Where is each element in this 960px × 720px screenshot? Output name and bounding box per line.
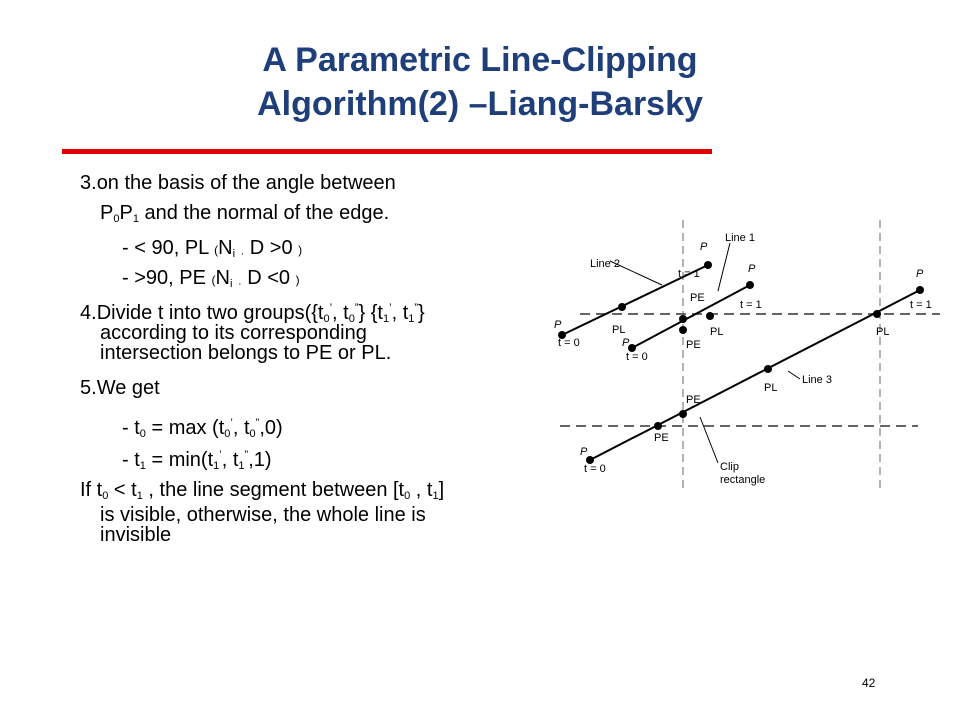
t0-label: t = 0 bbox=[626, 351, 648, 363]
p0-label: P bbox=[554, 319, 562, 331]
point-number: 4. bbox=[80, 302, 97, 324]
t0-label: t = 0 bbox=[558, 337, 580, 349]
conclusion-line-3: invisible bbox=[100, 524, 172, 546]
point bbox=[679, 326, 687, 334]
point-4-cont-1: according to its corresponding bbox=[100, 322, 367, 344]
clip-arrow bbox=[700, 417, 718, 463]
t0-label: t = 0 bbox=[584, 463, 606, 475]
point bbox=[618, 303, 626, 311]
point bbox=[746, 281, 754, 289]
point bbox=[873, 310, 881, 318]
line-3-label: Line 3 bbox=[802, 374, 832, 386]
p1-label: P bbox=[916, 268, 924, 280]
point-number: 3. bbox=[80, 172, 97, 194]
point-4-cont-2: intersection belongs to PE or PL. bbox=[100, 342, 392, 364]
intersection-points bbox=[558, 261, 924, 464]
pl-label: PL bbox=[764, 382, 778, 394]
bullet-text: >90, PE bbox=[134, 267, 206, 289]
pe-label: PE bbox=[686, 339, 701, 351]
pl-label: PL bbox=[710, 326, 724, 338]
title-underline bbox=[62, 149, 712, 154]
t1-label: t = 1 bbox=[910, 299, 932, 311]
point-5 bbox=[80, 377, 160, 399]
point-3 bbox=[80, 172, 396, 194]
point bbox=[704, 261, 712, 269]
p0-label: P bbox=[580, 446, 588, 458]
point bbox=[916, 286, 924, 294]
conclusion-line-1: If t0 < t1 , the line segment between [t0 , t1] bbox=[80, 479, 445, 502]
point-3-cont: P0P1 and the normal of the edge. bbox=[100, 202, 390, 225]
bullet-pl: - < 90, PL (Ni · D >0 ) bbox=[122, 237, 303, 260]
title-line-2: Algorithm(2) –Liang-Barsky bbox=[257, 85, 703, 123]
conclusion-line-2: is visible, otherwise, the whole line is bbox=[100, 504, 426, 526]
line-1-label: Line 1 bbox=[725, 232, 755, 244]
point bbox=[679, 410, 687, 418]
line-1-arrow bbox=[718, 243, 730, 291]
line-3-arrow bbox=[788, 371, 800, 379]
p1-label: P bbox=[700, 241, 708, 253]
point-4: 4.Divide t into two groups({t0’, t0”} {t1’, t1”} bbox=[80, 302, 425, 325]
pl-label: PL bbox=[876, 326, 890, 338]
t1-label: t = 1 bbox=[678, 268, 700, 280]
point-text: We get bbox=[96, 377, 160, 399]
point bbox=[679, 315, 687, 323]
t1-label: t = 1 bbox=[740, 299, 762, 311]
rectangle-label: rectangle bbox=[720, 474, 766, 486]
pe-label: PE bbox=[654, 432, 669, 444]
point-text: Divide t into two groups({t bbox=[96, 302, 324, 324]
clipping-diagram bbox=[550, 215, 940, 490]
point-number: 5. bbox=[80, 377, 97, 399]
point bbox=[706, 312, 714, 320]
bullet-t0: - t0 = max (t0’, t0”,0) bbox=[122, 417, 283, 440]
pe-label: PE bbox=[690, 292, 705, 304]
page-number: 42 bbox=[862, 676, 876, 690]
point-text: on the basis of the angle between bbox=[96, 172, 396, 194]
pe-label: PE bbox=[686, 394, 701, 406]
point-text: and the normal of the edge. bbox=[144, 202, 390, 224]
title-line-1: A Parametric Line-Clipping bbox=[262, 41, 698, 79]
bullet-pe: - >90, PE (Ni · D <0 ) bbox=[122, 267, 300, 290]
point bbox=[764, 365, 772, 373]
p1-label: P bbox=[748, 263, 756, 275]
line-3 bbox=[590, 290, 920, 460]
p0-label: P bbox=[622, 337, 630, 349]
line-2-label: Line 2 bbox=[590, 258, 620, 270]
clip-label: Clip bbox=[720, 461, 739, 473]
bullet-text: < 90, PL bbox=[134, 237, 209, 259]
slide-title bbox=[80, 38, 880, 126]
bullet-t1: - t1 = min(t1’, t1”,1) bbox=[122, 449, 272, 472]
point bbox=[654, 422, 662, 430]
pl-label: PL bbox=[612, 324, 626, 336]
line-2-arrow bbox=[610, 261, 662, 285]
